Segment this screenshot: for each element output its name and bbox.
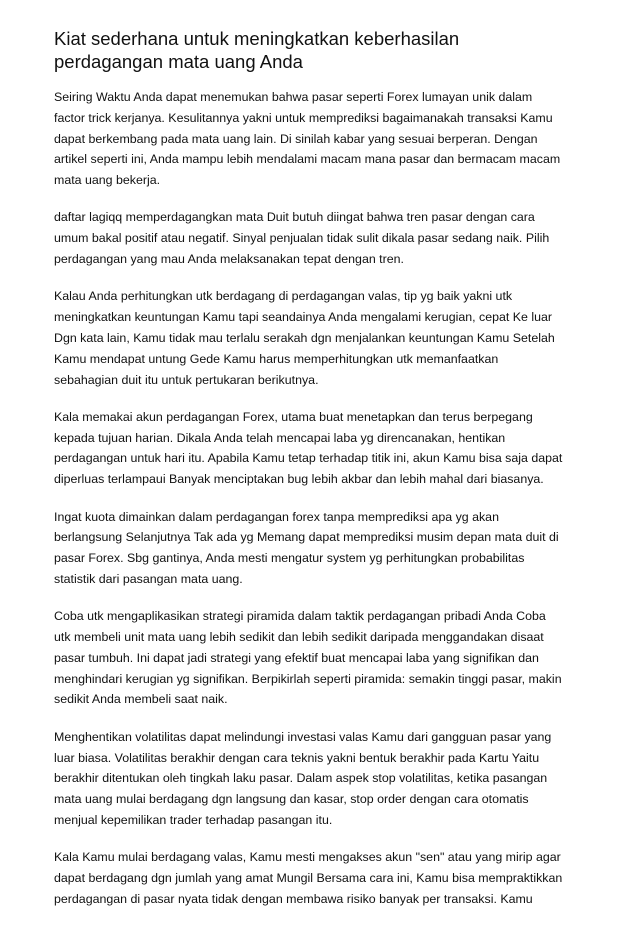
paragraph-8 — [54, 847, 586, 909]
title-line-2: perdagangan mata uang Anda — [54, 51, 303, 72]
paragraph-2 — [54, 207, 586, 269]
text-line: Seiring Waktu Anda dapat menemukan bahwa pasar seperti Forex lumayan unik dalam — [54, 90, 533, 104]
text-line: perdagangan di pasar nyata tidak dengan membawa risiko banyak per transaksi. Kamu — [54, 891, 533, 906]
text-line: menghindari kerugian yg signifikan. Berpikirlah seperti piramida: semakin tinggi pasar, makin — [54, 671, 562, 686]
paragraph-3 — [54, 286, 586, 390]
text-line: Menghentikan volatilitas dapat melindungi investasi valas Kamu dari gangguan pasar yang — [54, 729, 552, 744]
text-line: Ingat kuota dimainkan dalam perdagangan forex tanpa memprediksi apa yg akan — [54, 509, 499, 524]
text-line: Kalau Anda perhitungkan utk berdagang di perdagangan valas, tip yg baik yakni utk — [54, 289, 513, 304]
text-line: kepada tujuan harian. Dikala Anda telah mencapai laba yg direncanakan, hentikan — [54, 430, 506, 445]
text-line: berlangsung Selanjutnya Tak ada yg Memang dapat memprediksi musim depan mata duit di — [54, 530, 559, 545]
text-line: mata uang mulai berdagang dgn langsung dan kasar, stop order dengan cara otomatis — [54, 792, 529, 807]
text-line: Kala memakai akun perdagangan Forex, utama buat menetapkan dan terus berpegang — [54, 409, 533, 424]
text-line: menjual kepemilikan trader terhadap pasangan itu. — [54, 812, 333, 827]
text-line: Coba utk mengaplikasikan strategi piramida dalam taktik perdagangan pribadi Anda Coba — [54, 609, 546, 624]
text-line: Kala Kamu mulai berdagang valas, Kamu mesti mengakses akun "sen" atau yang mirip agar — [54, 850, 561, 865]
text-line: diperluas terlampaui Banyak menciptakan bug lebih akbar dan lebih mahal dari biasanya. — [54, 472, 544, 487]
paragraph-4 — [54, 407, 586, 490]
text-line: daftar lagiqq memperdagangkan mata Duit butuh diingat bahwa tren pasar dengan cara — [54, 210, 535, 225]
text-line: meningkatkan keuntungan Kamu tapi seandainya Anda mengalami kerugian, cepat Ke luar — [54, 310, 553, 325]
text-line: berakhir ditentukan oleh tingkah laku pasar. Dalam aspek stop volatilitas, ketika pasangan — [54, 771, 548, 786]
text-line: Kamu mendapat untung Gede Kamu harus memperhitungkan utk memanfaatkan — [54, 351, 499, 366]
text-line: statistik dari pasangan mata uang. — [54, 571, 243, 586]
paragraph-6 — [54, 606, 586, 710]
text-line: sedikit Anda membeli saat naik. — [54, 692, 228, 707]
text-line: sebahagian duit itu untuk pertukaran berikutnya. — [54, 372, 319, 387]
paragraph-7 — [54, 727, 586, 831]
paragraph-5 — [54, 507, 586, 590]
title-line-1: Kiat sederhana untuk meningkatkan keberhasilan — [54, 28, 460, 49]
document-title — [54, 27, 586, 73]
text-line: pasar Forex. Sbg gantinya, Anda mesti mengatur system yg perhitungkan probabilitas — [54, 551, 525, 566]
paragraph-1 — [54, 87, 586, 191]
text-line: Dgn kata lain, Kamu tidak mau terlalu serakah dgn menjalankan keuntungan Kamu Setelah — [54, 330, 555, 345]
text-line: dapat berdagang dgn jumlah yang amat Mungil Bersama cara ini, Kamu bisa mempraktikkan — [54, 871, 563, 885]
text-line: artikel seperti ini, Anda mampu lebih mendalami macam mana pasar dan bermacam macam — [54, 152, 561, 167]
text-line: perdagangan untuk hari itu. Apabila Kamu tetap terhadap titik ini, akun Kamu bisa saja dapat — [54, 451, 563, 466]
text-line: perdagangan yang mau Anda melaksanakan tepat dengan tren. — [54, 252, 404, 267]
text-line: utk membeli unit mata uang lebih sedikit dan lebih sedikit daripada menggandakan disaat — [54, 630, 544, 645]
text-line: luar biasa. Volatilitas berakhir dengan cara teknis yakni bentuk berakhir pada Kartu Yaitu — [54, 750, 540, 765]
text-line: umum bakal positif atau negatif. Sinyal penjualan tidak sulit dikala pasar sedang naik. Pilih — [54, 231, 550, 246]
document-page — [54, 27, 586, 926]
text-line: factor trick kerjanya. Kesulitannya yakni untuk memprediksi bagaimanakah transaksi Kamu — [54, 110, 553, 125]
text-line: mata uang bekerja. — [54, 173, 161, 188]
text-line: dapat berkembang pada mata uang lain. Di sinilah kabar yang sesuai berperan. Dengan — [54, 131, 538, 146]
text-line: pasar tumbuh. Ini dapat jadi strategi yang efektif buat mencapai laba yang signifikan dan — [54, 650, 539, 665]
